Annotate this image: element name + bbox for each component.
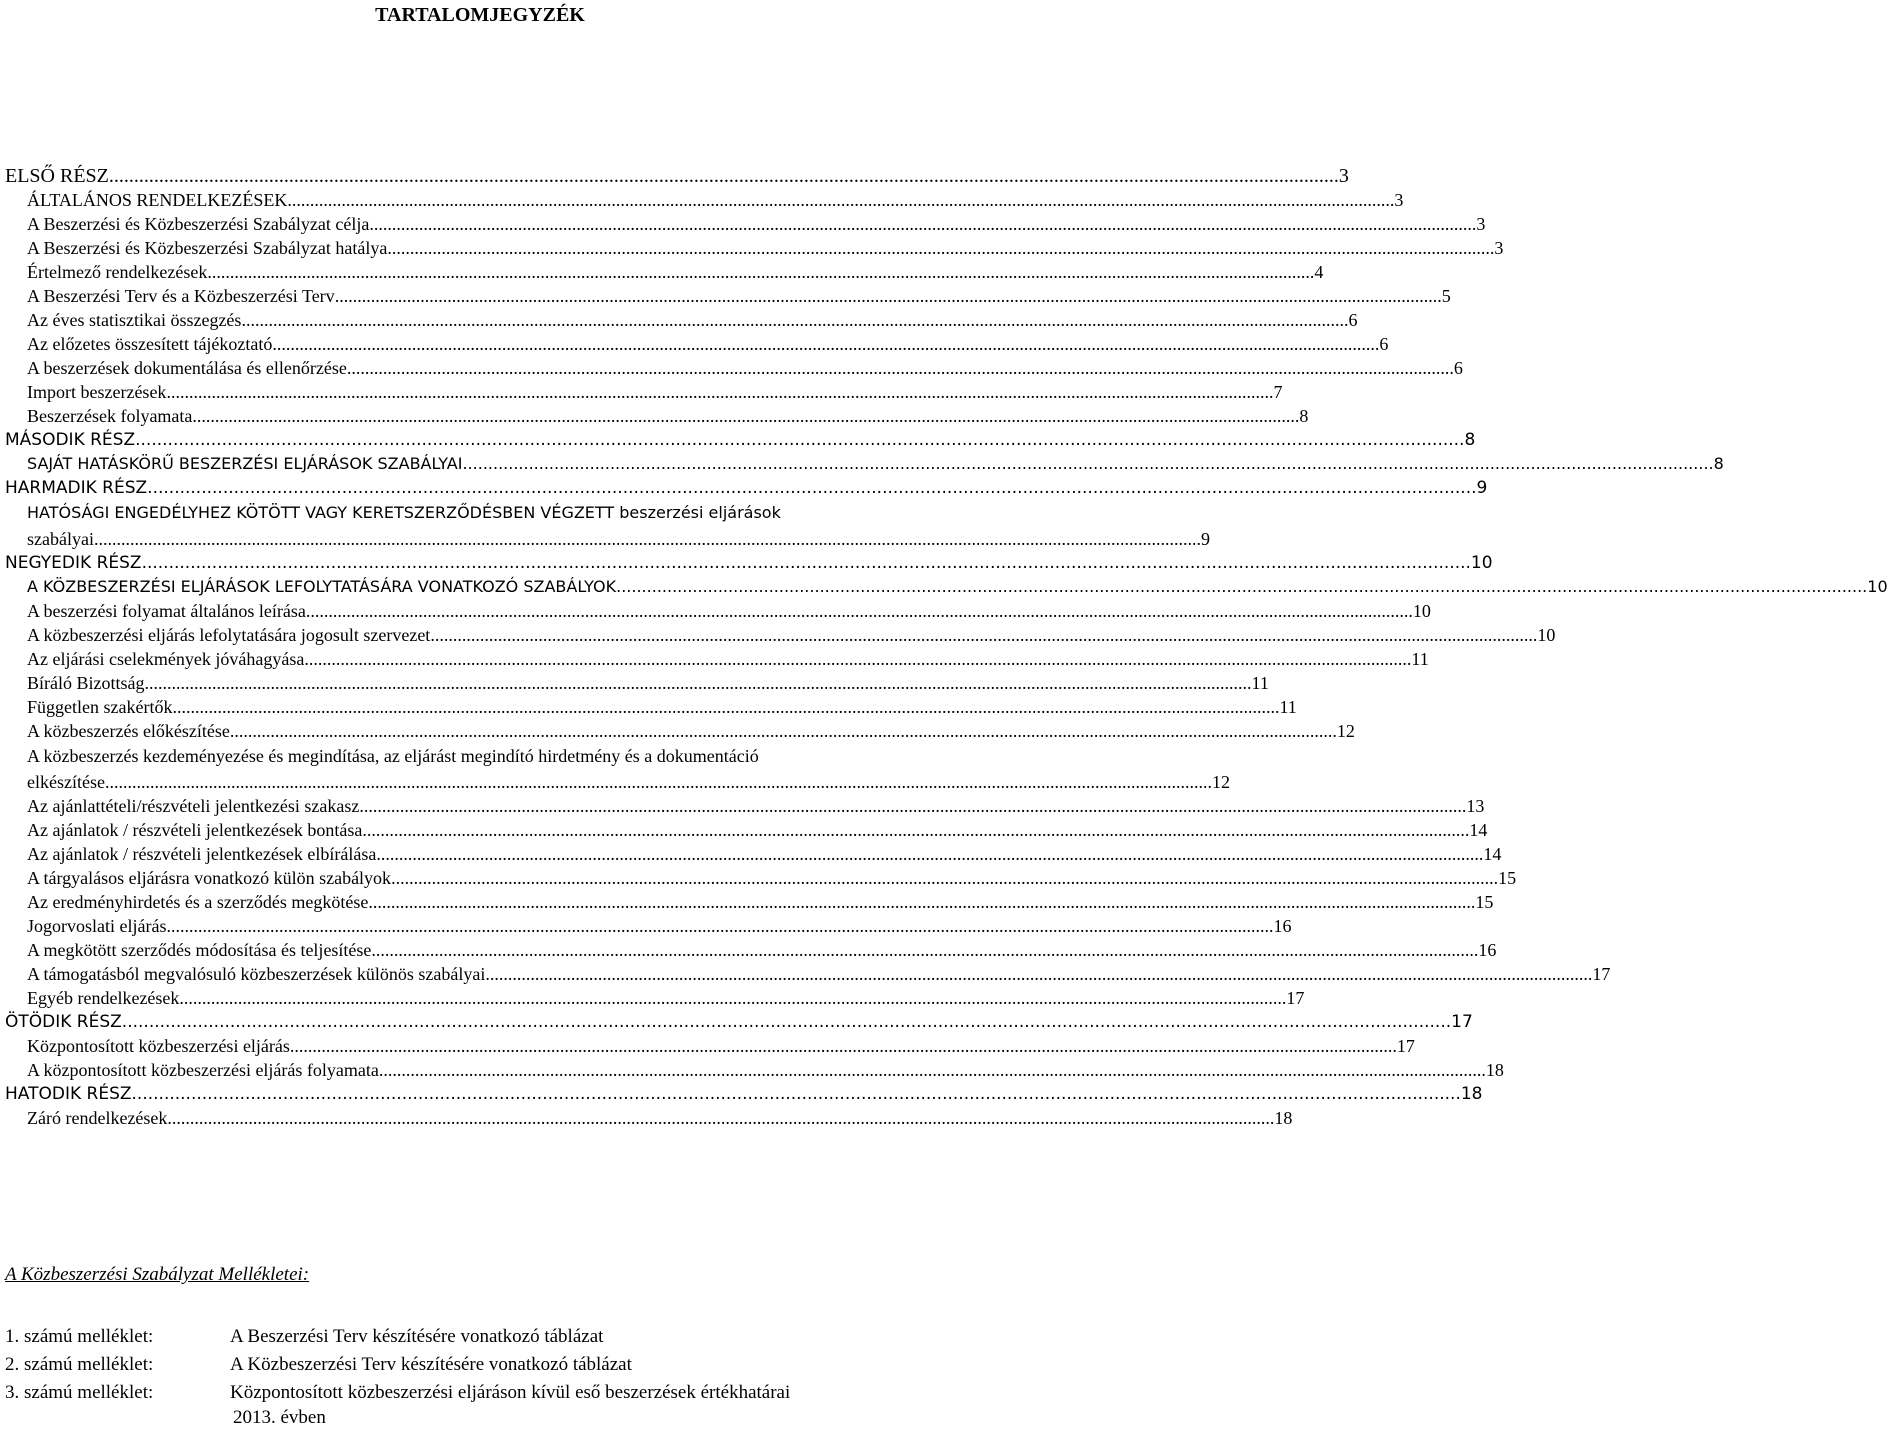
dot-leader	[376, 845, 1483, 863]
toc-page-number: 8	[1464, 430, 1476, 450]
toc-page-number: 14	[1483, 844, 1502, 864]
dot-leader	[94, 530, 1201, 548]
dot-leader	[462, 455, 1713, 473]
dot-leader	[147, 479, 1476, 497]
toc-entry[interactable]	[5, 1007, 1473, 1032]
toc-page-number: 11	[1279, 697, 1297, 717]
dot-leader	[362, 821, 1469, 839]
toc-entry-title: Import beszerzések	[27, 382, 167, 402]
dot-leader	[371, 941, 1478, 959]
toc-entry-title: NEGYEDIK RÉSZ	[5, 553, 142, 573]
dot-leader	[144, 674, 1251, 692]
toc-page-number: 15	[1498, 868, 1517, 888]
toc-page-number: 8	[1299, 406, 1309, 426]
annex-item-number: 3. számú melléklet:	[5, 1382, 154, 1403]
dot-leader	[290, 1037, 1397, 1055]
toc-entry-title: Az előzetes összesített tájékoztató	[27, 334, 273, 354]
toc-page-number: 11	[1411, 649, 1429, 669]
dot-leader	[304, 650, 1411, 668]
dot-leader	[207, 263, 1314, 281]
toc-page-number: 6	[1379, 334, 1389, 354]
toc-entry-title: HATODIK RÉSZ	[5, 1084, 132, 1104]
dot-leader	[167, 1109, 1274, 1127]
table-of-contents	[5, 161, 1888, 1128]
toc-page-number: 10	[1867, 577, 1888, 596]
toc-entry-title: Az ajánlatok / részvételi jelentkezések bontása	[27, 820, 363, 840]
toc-entry-title: A tárgyalásos eljárásra vonatkozó külön szabályok	[27, 868, 392, 888]
annex-item-text: A Beszerzési Terv készítésére vonatkozó táblázat	[230, 1326, 604, 1347]
dot-leader	[369, 215, 1476, 233]
annex-section	[5, 1264, 955, 1429]
annex-item	[5, 1323, 955, 1351]
dot-leader	[379, 1061, 1486, 1079]
toc-entry[interactable]	[5, 257, 1324, 282]
toc-entry-title: Az eljárási cselekmények jóváhagyása	[27, 649, 305, 669]
toc-entry-title: A megkötött szerződés módosítása és teljesítése	[27, 940, 372, 960]
toc-entry[interactable]	[5, 425, 1476, 450]
toc-page-number: 9	[1200, 529, 1210, 549]
toc-entry-title: ELSŐ RÉSZ	[5, 165, 109, 187]
toc-entry[interactable]	[5, 161, 1349, 187]
toc-page-number: 3	[1338, 165, 1349, 187]
toc-page-number: 5	[1441, 286, 1451, 306]
toc-entry[interactable]	[5, 815, 1488, 840]
dot-leader	[109, 167, 1339, 185]
toc-page-number: 14	[1469, 820, 1488, 840]
dot-leader	[287, 191, 1394, 209]
toc-page-number: 9	[1476, 478, 1488, 498]
toc-entry[interactable]	[5, 839, 1502, 864]
toc-entry-title: A KÖZBESZERZÉSI ELJÁRÁSOK LEFOLYTATÁSÁRA VONATKOZÓ SZABÁLYOK	[27, 577, 617, 596]
toc-page-number: 11	[1251, 673, 1269, 693]
toc-entry[interactable]	[5, 377, 1283, 402]
dot-leader	[359, 797, 1466, 815]
toc-page-number: 10	[1470, 553, 1493, 573]
dot-leader	[272, 335, 1379, 353]
toc-entry-title: SAJÁT HATÁSKÖRŰ BESZERZÉSI ELJÁRÁSOK SZABÁLYAI	[27, 454, 463, 473]
toc-page-number: 18	[1274, 1108, 1293, 1128]
toc-page-number: 3	[1494, 238, 1504, 258]
toc-entry[interactable]	[5, 401, 1309, 426]
annex-item	[5, 1379, 955, 1407]
dot-leader	[430, 626, 1537, 644]
dot-leader	[368, 893, 1475, 911]
toc-entry[interactable]	[5, 644, 1429, 669]
annex-item-text: Központosított közbeszerzési eljáráson kívül eső beszerzések értékhatárai	[230, 1382, 791, 1403]
dot-leader	[142, 554, 1471, 572]
toc-entry-title: A Beszerzési és Közbeszerzési Szabályzat célja	[27, 214, 370, 234]
dot-leader	[166, 917, 1273, 935]
toc-entry[interactable]	[5, 887, 1494, 912]
toc-entry-title: Egyéb rendelkezések	[27, 988, 180, 1008]
toc-entry-title: Független szakértők	[27, 697, 173, 717]
toc-page-number: 10	[1412, 601, 1431, 621]
toc-entry[interactable]	[5, 548, 1493, 573]
toc-entry[interactable]	[5, 185, 1404, 210]
toc-page-number: 12	[1211, 772, 1230, 792]
toc-entry-title: A beszerzési folyamat általános leírása	[27, 601, 306, 621]
toc-entry-title: ÁLTALÁNOS RENDELKEZÉSEK	[27, 190, 288, 210]
toc-entry-title: A beszerzések dokumentálása és ellenőrzése	[27, 358, 347, 378]
toc-page-number: 3	[1476, 214, 1486, 234]
toc-entry-title: A közbeszerzés előkészítése	[27, 721, 230, 741]
toc-entry[interactable]	[5, 233, 1504, 258]
annex-item-number: 1. számú melléklet:	[5, 1326, 154, 1347]
dot-leader	[230, 722, 1337, 740]
dot-leader	[347, 359, 1454, 377]
toc-entry-title: Beszerzések folyamata	[27, 406, 193, 426]
toc-entry-title: A közbeszerzési eljárás lefolytatására jogosult szervezet	[27, 625, 431, 645]
toc-entry-line: HATÓSÁGI ENGEDÉLYHEZ KÖTÖTT VAGY KERETSZERZŐDÉSBEN VÉGZETT beszerzési eljárások	[27, 503, 781, 522]
dot-leader	[306, 602, 1413, 620]
toc-entry[interactable]	[5, 863, 1517, 888]
toc-entry-title: A támogatásból megvalósuló közbeszerzések különös szabályai	[27, 964, 486, 984]
dot-leader	[172, 698, 1279, 716]
toc-page-number: 17	[1286, 988, 1305, 1008]
toc-entry[interactable]	[5, 209, 1486, 234]
toc-entry-title: HARMADIK RÉSZ	[5, 478, 148, 498]
toc-page-number: 16	[1273, 916, 1292, 936]
toc-page-number: 18	[1485, 1060, 1504, 1080]
toc-entry-line: A közbeszerzés kezdeményezése és megindítása, az eljárást megindító hirdetmény és a dokumentáció	[27, 746, 759, 766]
toc-entry-title: A Beszerzési és Közbeszerzési Szabályzat hatálya	[27, 238, 388, 258]
toc-page-number: 15	[1475, 892, 1494, 912]
toc-entry[interactable]	[5, 353, 1463, 378]
annex-title: A Közbeszerzési Szabályzat Mellékletei:	[5, 1264, 310, 1285]
toc-page-number: 8	[1713, 454, 1724, 473]
toc-page-number: 13	[1466, 796, 1485, 816]
toc-entry-title: elkészítése	[27, 772, 105, 792]
toc-entry[interactable]	[5, 692, 1297, 717]
toc-entry[interactable]	[5, 524, 1210, 549]
toc-entry[interactable]	[5, 449, 1724, 473]
toc-entry[interactable]	[5, 935, 1497, 960]
toc-page-number: 17	[1592, 964, 1611, 984]
toc-entry-title: A központosított közbeszerzési eljárás folyamata	[27, 1060, 379, 1080]
toc-entry-title: MÁSODIK RÉSZ	[5, 430, 136, 450]
dot-leader	[105, 773, 1212, 791]
toc-entry[interactable]	[5, 959, 1611, 984]
toc-entry[interactable]	[5, 620, 1556, 645]
toc-entry[interactable]	[5, 329, 1389, 354]
toc-page-number: 4	[1314, 262, 1324, 282]
toc-entry[interactable]	[5, 668, 1269, 693]
toc-page-number: 12	[1336, 721, 1355, 741]
annex-item-text: A Közbeszerzési Terv készítésére vonatkozó táblázat	[230, 1354, 632, 1375]
toc-entry[interactable]	[5, 305, 1358, 330]
toc-entry-title: Az ajánlatok / részvételi jelentkezések elbírálása	[27, 844, 377, 864]
annex-item	[5, 1351, 955, 1379]
dot-leader	[122, 1013, 1451, 1031]
toc-entry[interactable]	[5, 1055, 1504, 1080]
annex-item-number: 2. számú melléklet:	[5, 1354, 154, 1375]
toc-page-number: 18	[1460, 1084, 1483, 1104]
dot-leader	[241, 311, 1348, 329]
annex-item-continuation: 2013. évben	[233, 1407, 326, 1428]
toc-page-number: 3	[1394, 190, 1404, 210]
toc-entry[interactable]	[5, 791, 1485, 816]
dot-leader	[179, 989, 1286, 1007]
dot-leader	[616, 578, 1867, 596]
toc-page-number: 17	[1396, 1036, 1415, 1056]
toc-entry-title: Az éves statisztikai összegzés	[27, 310, 242, 330]
toc-page-number: 10	[1537, 625, 1556, 645]
toc-entry-title: Központosított közbeszerzési eljárás	[27, 1036, 290, 1056]
toc-entry[interactable]	[5, 1079, 1483, 1104]
toc-entry-title: A Beszerzési Terv és a Közbeszerzési Terv	[27, 286, 335, 306]
toc-entry[interactable]	[5, 983, 1305, 1008]
toc-entry[interactable]	[5, 911, 1292, 936]
toc-entry-title: Záró rendelkezések	[27, 1108, 168, 1128]
toc-entry-title: Értelmező rendelkezések	[27, 262, 208, 282]
dot-leader	[192, 407, 1299, 425]
toc-entry-title: ÖTÖDIK RÉSZ	[5, 1012, 122, 1032]
dot-leader	[485, 965, 1592, 983]
toc-entry[interactable]	[5, 572, 1888, 596]
toc-entry[interactable]	[5, 281, 1451, 306]
toc-entry-title: Az ajánlattételi/részvételi jelentkezési szakasz	[27, 796, 360, 816]
dot-leader	[387, 239, 1494, 257]
dot-leader	[166, 383, 1273, 401]
toc-page-number: 6	[1453, 358, 1463, 378]
toc-entry[interactable]	[5, 1031, 1415, 1056]
toc-entry[interactable]	[5, 473, 1488, 498]
toc-page-number: 6	[1348, 310, 1358, 330]
toc-entry[interactable]	[5, 767, 1230, 792]
toc-page-number: 17	[1451, 1012, 1473, 1032]
dot-leader	[335, 287, 1442, 305]
toc-page-number: 7	[1273, 382, 1283, 402]
toc-entry-title: Bíráló Bizottság	[27, 673, 145, 693]
toc-entry-title: Jogorvoslati eljárás	[27, 916, 167, 936]
dot-leader	[132, 1085, 1461, 1103]
toc-entry-title: szabályai	[27, 529, 94, 549]
toc-entry-title: Az eredményhirdetés és a szerződés megkötése	[27, 892, 369, 912]
toc-entry[interactable]	[5, 596, 1431, 621]
page-title: TARTALOMJEGYZÉK	[375, 4, 585, 26]
dot-leader	[135, 431, 1464, 449]
toc-page-number: 16	[1478, 940, 1497, 960]
dot-leader	[391, 869, 1498, 887]
toc-entry[interactable]	[5, 716, 1355, 741]
toc-entry[interactable]	[5, 1103, 1293, 1128]
